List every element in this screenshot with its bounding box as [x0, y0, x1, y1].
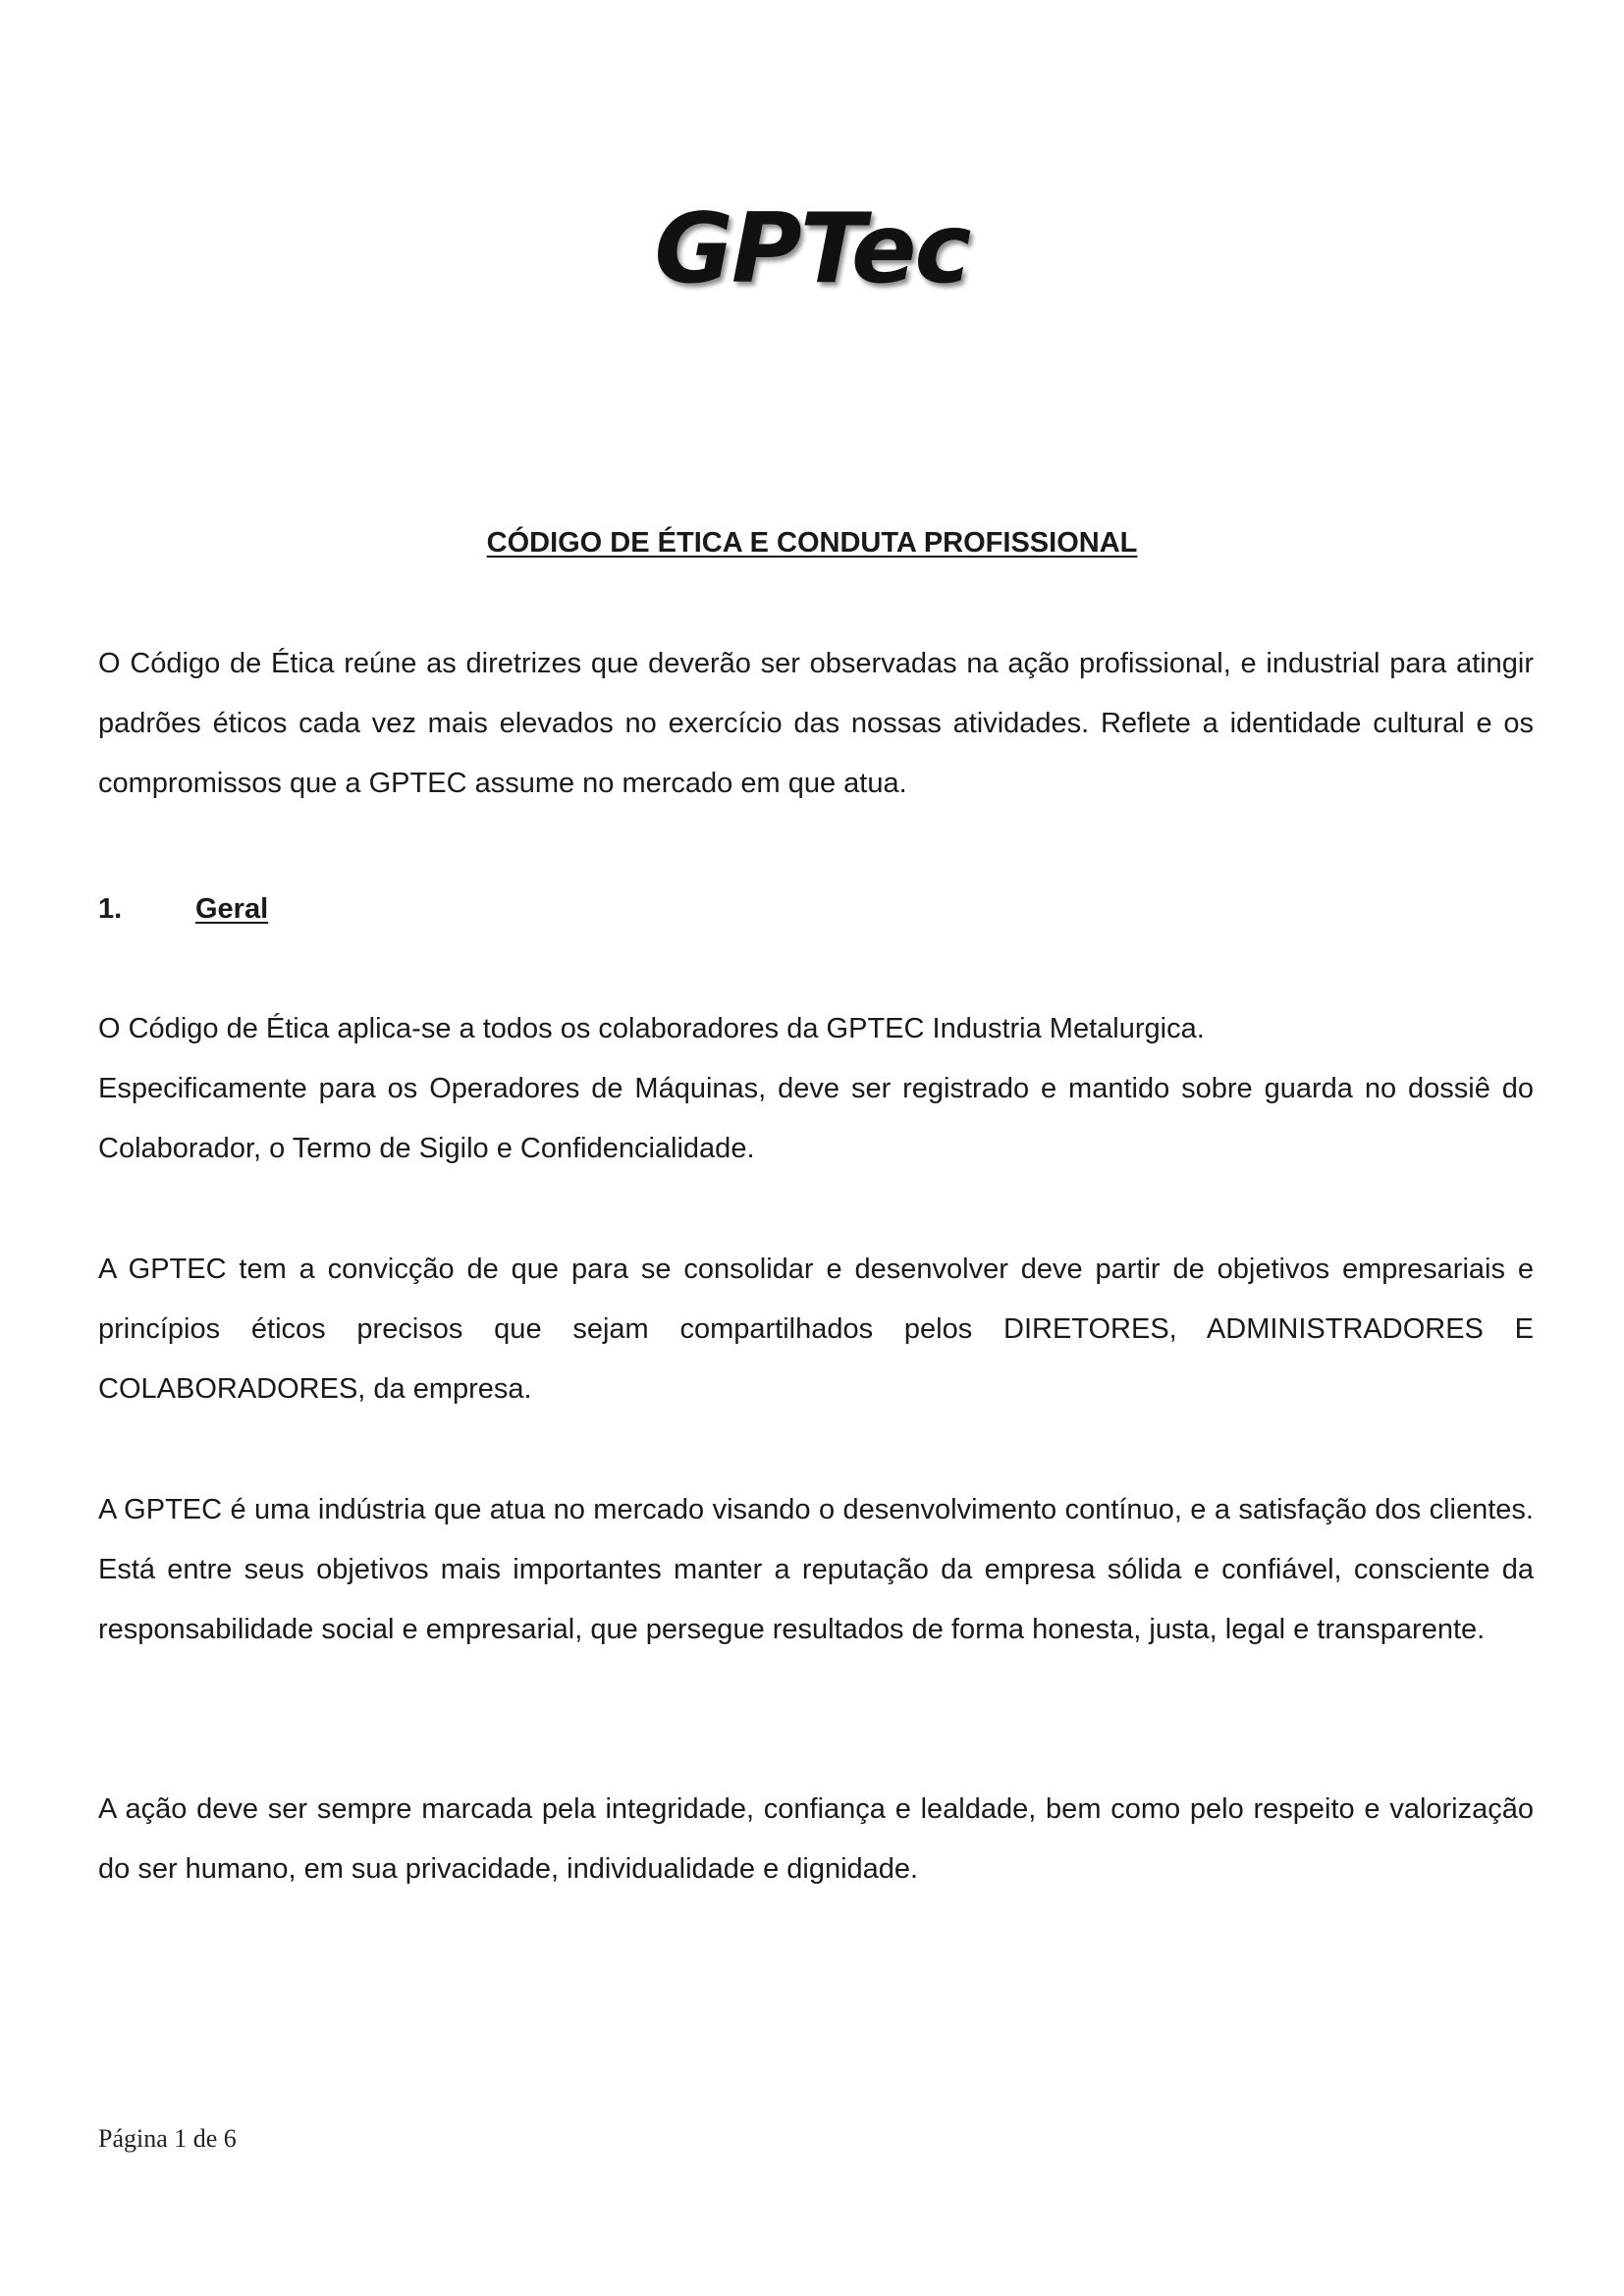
document-title: CÓDIGO DE ÉTICA E CONDUTA PROFISSIONAL [486, 527, 1138, 559]
section-heading [98, 880, 268, 939]
paragraph-operators: Especificamente para os Operadores de Máquinas, deve ser registrado e mantido sobre guarda no dossiê do Colaborador, o Termo de Sigilo e Confidencialidade. [98, 1073, 1534, 1164]
company-logo: GPTec [654, 193, 970, 305]
paragraph-scope: O Código de Ética aplica-se a todos os colaboradores da GPTEC Industria Metalurgica. [98, 1013, 1205, 1044]
section-title: Geral [195, 893, 269, 925]
section-number: 1. [98, 893, 123, 925]
page-number: Página 1 de 6 [98, 2124, 237, 2153]
paragraph-industry: A GPTEC é uma indústria que atua no mercado visando o desenvolvimento contínuo, e a satisfação dos clientes. Está entre seus objetivos mais importantes manter a reputação da empresa sólida e confiável, consciente da responsabilidade social e empresarial, que persegue resultados de forma honesta, justa, legal e transparente. [98, 1494, 1534, 1645]
paragraph-integrity: A ação deve ser sempre marcada pela integridade, confiança e lealdade, bem como pelo respeito e valorização do ser humano, em sua privacidade, individualidade e dignidade. [98, 1793, 1534, 1885]
intro-paragraph: O Código de Ética reúne as diretrizes que deverão ser observadas na ação profissional, e industrial para atingir padrões éticos cada vez mais elevados no exercício das nossas atividades. Reflete a identidade cultural e os compromissos que a GPTEC assume no mercado em que atua. [98, 648, 1534, 799]
paragraph-conviction: A GPTEC tem a convicção de que para se consolidar e desenvolver deve partir de objetivos empresariais e princípios éticos precisos que sejam compartilhados pelos DIRETORES, ADMINISTRADORES E COLABORADORES, da empresa. [98, 1254, 1534, 1405]
